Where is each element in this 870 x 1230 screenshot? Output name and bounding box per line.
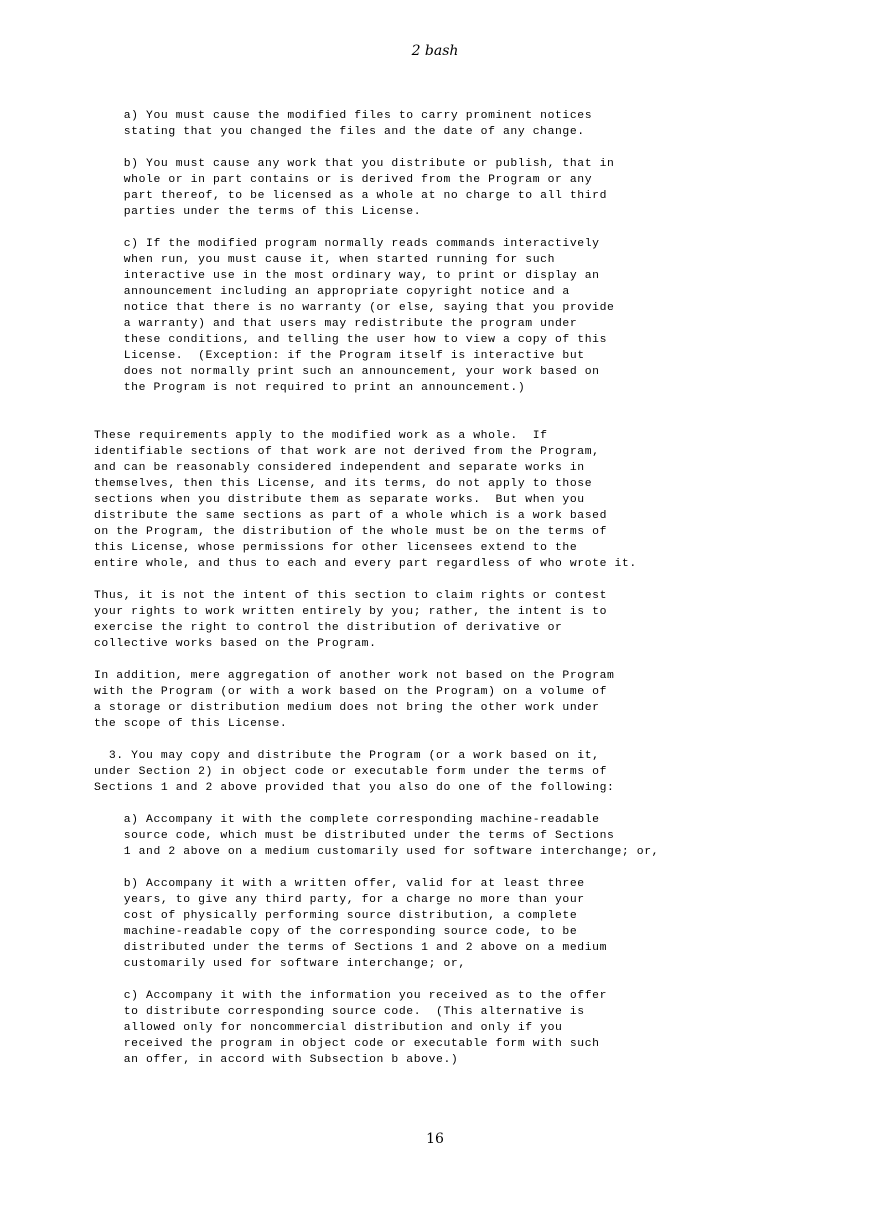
text-line xyxy=(94,220,794,236)
text-line xyxy=(94,796,794,812)
text-line: c) Accompany it with the information you received as to the offer xyxy=(94,990,608,1002)
text-line: c) If the modified program normally reads commands interactively xyxy=(94,238,600,250)
text-line xyxy=(94,140,794,156)
text-line: source code, which must be distributed under the terms of Sections xyxy=(94,830,615,842)
text-line: b) Accompany it with a written offer, valid for at least three xyxy=(94,878,585,890)
text-line xyxy=(94,652,794,668)
text-line: to distribute corresponding source code. (This alternative is xyxy=(94,1006,585,1018)
text-line: exercise the right to control the distribution of derivative or xyxy=(94,622,563,634)
text-line: Thus, it is not the intent of this section to claim rights or contest xyxy=(94,590,608,602)
text-line: under Section 2) in object code or executable form under the terms of xyxy=(94,766,608,778)
text-line: b) You must cause any work that you distribute or publish, that in xyxy=(94,158,615,170)
text-line: with the Program (or with a work based on the Program) on a volume of xyxy=(94,686,608,698)
text-line: distribute the same sections as part of a whole which is a work based xyxy=(94,510,608,522)
text-line: stating that you changed the files and the date of any change. xyxy=(94,126,585,138)
text-line: In addition, mere aggregation of another work not based on the Program xyxy=(94,670,615,682)
text-line: 1 and 2 above on a medium customarily used for software interchange; or, xyxy=(94,846,660,858)
text-line: a) Accompany it with the complete corresponding machine-readable xyxy=(94,814,600,826)
text-line: announcement including an appropriate copyright notice and a xyxy=(94,286,570,298)
text-line xyxy=(94,396,794,412)
text-line: 3. You may copy and distribute the Program (or a work based on it, xyxy=(94,750,600,762)
text-line: years, to give any third party, for a charge no more than your xyxy=(94,894,585,906)
text-line: a) You must cause the modified files to carry prominent notices xyxy=(94,110,593,122)
text-line: Sections 1 and 2 above provided that you also do one of the following: xyxy=(94,782,615,794)
text-line: distributed under the terms of Sections 1 and 2 above on a medium xyxy=(94,942,608,954)
license-text-block xyxy=(94,108,794,1068)
text-line xyxy=(94,732,794,748)
text-line: identifiable sections of that work are not derived from the Program, xyxy=(94,446,600,458)
text-line: an offer, in accord with Subsection b above.) xyxy=(94,1054,459,1066)
text-line: this License, whose permissions for other licensees extend to the xyxy=(94,542,578,554)
text-line: These requirements apply to the modified work as a whole. If xyxy=(94,430,548,442)
text-line xyxy=(94,572,794,588)
text-line: cost of physically performing source distribution, a complete xyxy=(94,910,578,922)
page-number: 16 xyxy=(426,1131,444,1147)
text-line: these conditions, and telling the user how to view a copy of this xyxy=(94,334,608,346)
text-line: allowed only for noncommercial distribution and only if you xyxy=(94,1022,563,1034)
text-line xyxy=(94,412,794,428)
text-line: entire whole, and thus to each and every part regardless of who wrote it. xyxy=(94,558,637,570)
text-line: sections when you distribute them as separate works. But when you xyxy=(94,494,585,506)
text-line: on the Program, the distribution of the whole must be on the terms of xyxy=(94,526,608,538)
text-line: your rights to work written entirely by you; rather, the intent is to xyxy=(94,606,608,618)
text-line: customarily used for software interchange; or, xyxy=(94,958,466,970)
text-line: does not normally print such an announcement, your work based on xyxy=(94,366,600,378)
text-line: whole or in part contains or is derived from the Program or any xyxy=(94,174,593,186)
text-line: collective works based on the Program. xyxy=(94,638,377,650)
text-line: a warranty) and that users may redistribute the program under xyxy=(94,318,578,330)
text-line xyxy=(94,860,794,876)
text-line: themselves, then this License, and its terms, do not apply to those xyxy=(94,478,593,490)
text-line: and can be reasonably considered independent and separate works in xyxy=(94,462,585,474)
text-line: part thereof, to be licensed as a whole at no charge to all third xyxy=(94,190,608,202)
text-line: a storage or distribution medium does not bring the other work under xyxy=(94,702,600,714)
text-line: parties under the terms of this License. xyxy=(94,206,422,218)
text-line: License. (Exception: if the Program itself is interactive but xyxy=(94,350,585,362)
text-line: machine-readable copy of the corresponding source code, to be xyxy=(94,926,578,938)
text-line: the Program is not required to print an announcement.) xyxy=(94,382,526,394)
text-line: the scope of this License. xyxy=(94,718,288,730)
running-head: 2 bash xyxy=(411,43,459,59)
text-line: when run, you must cause it, when started running for such xyxy=(94,254,556,266)
text-line: notice that there is no warranty (or else, saying that you provide xyxy=(94,302,615,314)
text-line: received the program in object code or executable form with such xyxy=(94,1038,600,1050)
text-line xyxy=(94,972,794,988)
text-line: interactive use in the most ordinary way, to print or display an xyxy=(94,270,600,282)
